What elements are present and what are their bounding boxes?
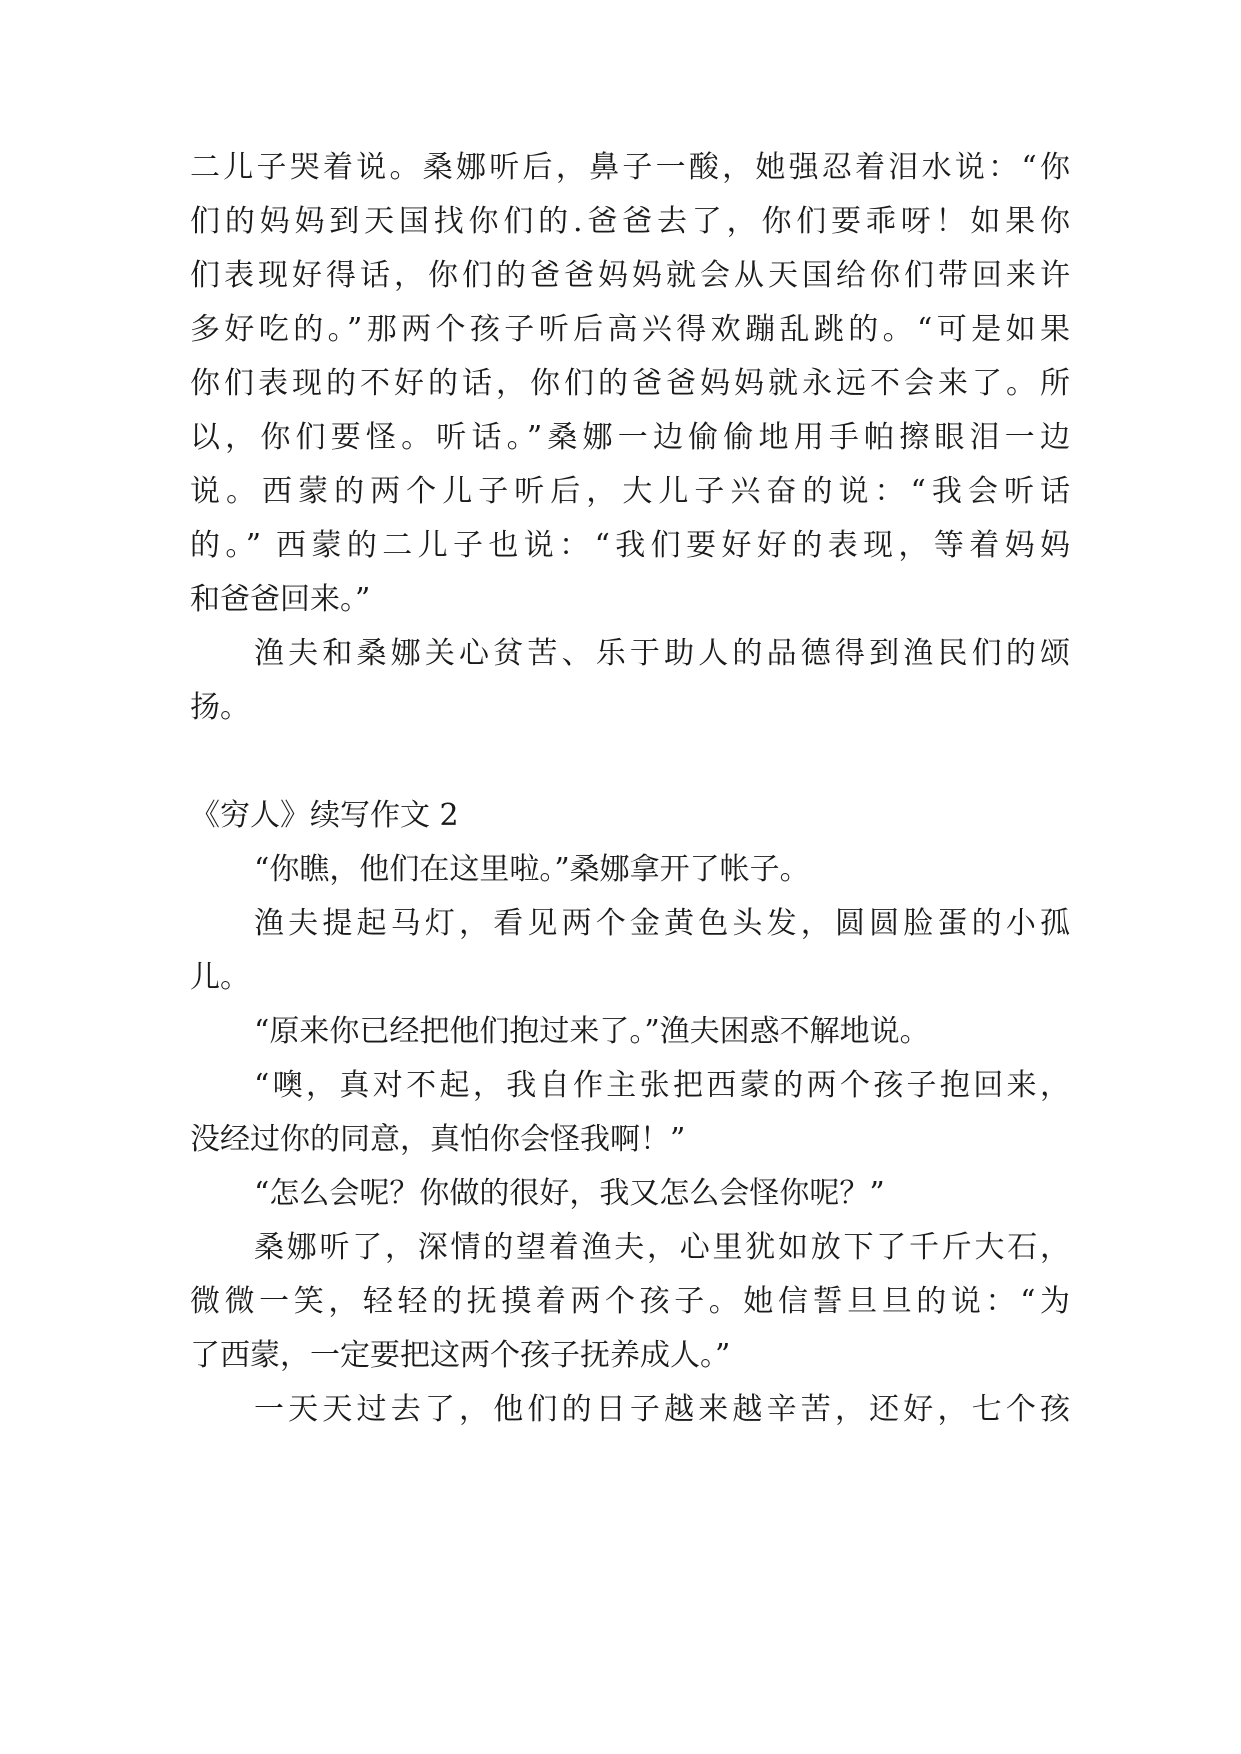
section-title: 《穷人》续写作文 2: [190, 798, 459, 833]
text-line: 一天天过去了，他们的日子越来越辛苦，还好，七个孩: [254, 1392, 1070, 1427]
text-line: “你瞧，他们在这里啦。”桑娜拿开了帐子。: [254, 852, 810, 887]
text-line: “怎么会呢？你做的很好，我又怎么会怪你呢？”: [254, 1176, 885, 1211]
text-line: 渔夫提起马灯，看见两个金黄色头发，圆圆脸蛋的小孤: [254, 906, 1070, 941]
text-line: 渔夫和桑娜关心贫苦、乐于助人的品德得到渔民们的颂: [254, 636, 1070, 671]
text-line: 了西蒙，一定要把这两个孩子抚养成人。”: [190, 1338, 731, 1373]
text-line: “原来你已经把他们抱过来了。”渔夫困惑不解地说。: [254, 1014, 930, 1049]
text-line: 说。西蒙的两个儿子听后，大儿子兴奋的说：“我会听话: [190, 474, 1070, 509]
text-line: 扬。: [190, 690, 250, 725]
text-line: 桑娜听了，深情的望着渔夫，心里犹如放下了千斤大石，: [254, 1230, 1070, 1265]
text-line: “噢，真对不起，我自作主张把西蒙的两个孩子抱回来，: [254, 1068, 1070, 1103]
text-line: 以，你们要怪。听话。”桑娜一边偷偷地用手帕擦眼泪一边: [190, 420, 1070, 455]
text-line: 微微一笑，轻轻的抚摸着两个孩子。她信誓旦旦的说：“为: [190, 1284, 1070, 1319]
text-line: 的。” 西蒙的二儿子也说：“我们要好好的表现，等着妈妈: [190, 528, 1070, 563]
text-line: 们表现好得话，你们的爸爸妈妈就会从天国给你们带回来许: [190, 258, 1070, 293]
text-line: 多好吃的。”那两个孩子听后高兴得欢蹦乱跳的。“可是如果: [190, 312, 1070, 347]
text-line: 二儿子哭着说。桑娜听后，鼻子一酸，她强忍着泪水说：“你: [190, 150, 1070, 185]
text-line: 儿。: [190, 960, 250, 995]
text-line: 们的妈妈到天国找你们的.爸爸去了，你们要乖呀！如果你: [190, 204, 1070, 239]
text-line: 你们表现的不好的话，你们的爸爸妈妈就永远不会来了。所: [190, 366, 1070, 401]
text-line: 和爸爸回来。”: [190, 582, 371, 617]
text-line: 没经过你的同意，真怕你会怪我啊！”: [190, 1122, 686, 1157]
